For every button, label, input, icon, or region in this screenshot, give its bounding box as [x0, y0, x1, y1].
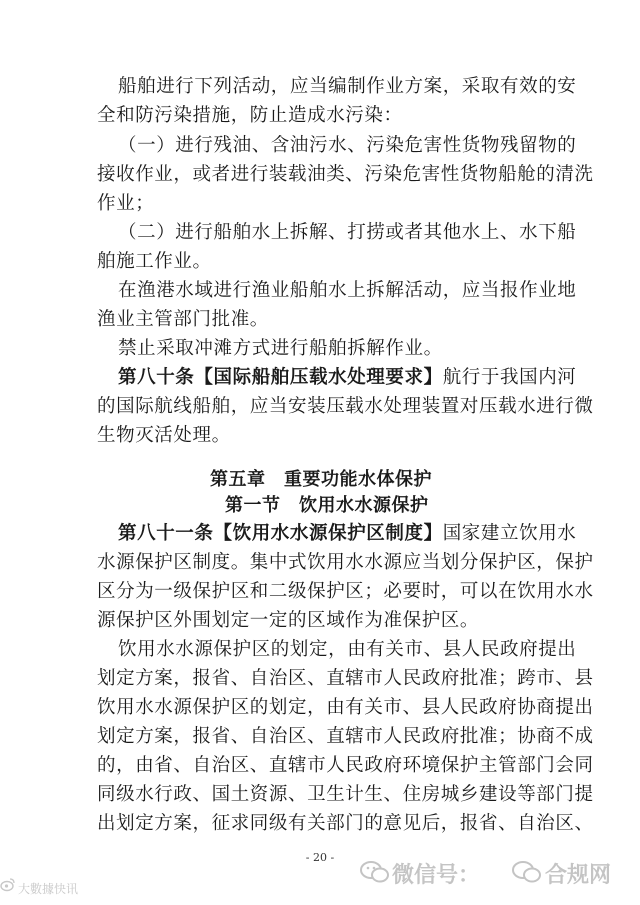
- article-80-text: 航行于我国内河: [442, 367, 577, 388]
- article-81-text: 国家建立饮用水: [442, 523, 577, 544]
- text-line: 划定方案，报省、自治区、直辖市人民政府批准；协商不成: [97, 726, 594, 747]
- text-line: 全和防污染措施，防止造成水污染：: [97, 105, 403, 126]
- text-line: 的，由省、自治区、直辖市人民政府环境保护主管部门会同: [97, 755, 594, 776]
- text-line: 舶施工作业。: [97, 251, 212, 272]
- text-line: 饮用水水源保护区的划定，由有关市、县人民政府协商提出: [97, 697, 594, 718]
- watermark-right-brand: 合规网: [545, 863, 612, 888]
- text-line: 源保护区外围划定一定的区域作为准保护区。: [97, 610, 480, 631]
- text-line: 在渔港水域进行渔业船舶水上拆解活动，应当报作业地: [118, 280, 577, 301]
- weibo-icon: [0, 876, 16, 892]
- article-80-first-line: [118, 366, 576, 390]
- text-line: 水源保护区制度。集中式饮用水水源应当划分保护区，保护: [97, 552, 594, 573]
- text-line: 接收作业，或者进行装载油类、污染危害性货物船舱的清洗: [97, 164, 594, 185]
- chapter-heading: 第五章 重要功能水体保护: [210, 469, 432, 490]
- text-line: （一）进行残油、含油污水、污染危害性货物残留物的: [118, 135, 577, 156]
- text-line: 渔业主管部门批准。: [97, 309, 269, 330]
- watermark-left: 大數據快讯: [18, 882, 79, 896]
- text-line: 船舶进行下列活动，应当编制作业方案，采取有效的安: [118, 76, 577, 97]
- text-line: 作业；: [97, 193, 155, 214]
- text-line: 的国际航线船舶，应当安装压载水处理装置对压载水进行微: [97, 396, 594, 417]
- wechat-icon: [360, 860, 390, 884]
- page-number: - 20 -: [305, 851, 335, 864]
- watermark-right: 微信号：: [392, 863, 481, 888]
- article-81-title: 第八十一条【饮用水水源保护区制度】: [118, 523, 443, 544]
- text-line: 区分为一级保护区和二级保护区；必要时，可以在饮用水水: [97, 581, 594, 602]
- text-line: 出划定方案，征求同级有关部门的意见后，报省、自治区、: [97, 813, 594, 834]
- article-81-first-line: [118, 522, 576, 546]
- text-line: 禁止采取冲滩方式进行船舶拆解作业。: [118, 338, 443, 359]
- text-line: （二）进行船舶水上拆解、打捞或者其他水上、水下船: [118, 222, 577, 243]
- text-line: 划定方案，报省、自治区、直辖市人民政府批准；跨市、县: [97, 668, 594, 689]
- article-80-title: 第八十条【国际船舶压载水处理要求】: [118, 367, 443, 388]
- section-heading: 第一节 饮用水水源保护: [225, 495, 429, 516]
- text-line: 生物灭活处理。: [97, 425, 231, 446]
- wechat-icon: [512, 860, 542, 884]
- text-line: 饮用水水源保护区的划定，由有关市、县人民政府提出: [118, 639, 577, 660]
- text-line: 同级水行政、国土资源、卫生计生、住房城乡建设等部门提: [97, 784, 594, 805]
